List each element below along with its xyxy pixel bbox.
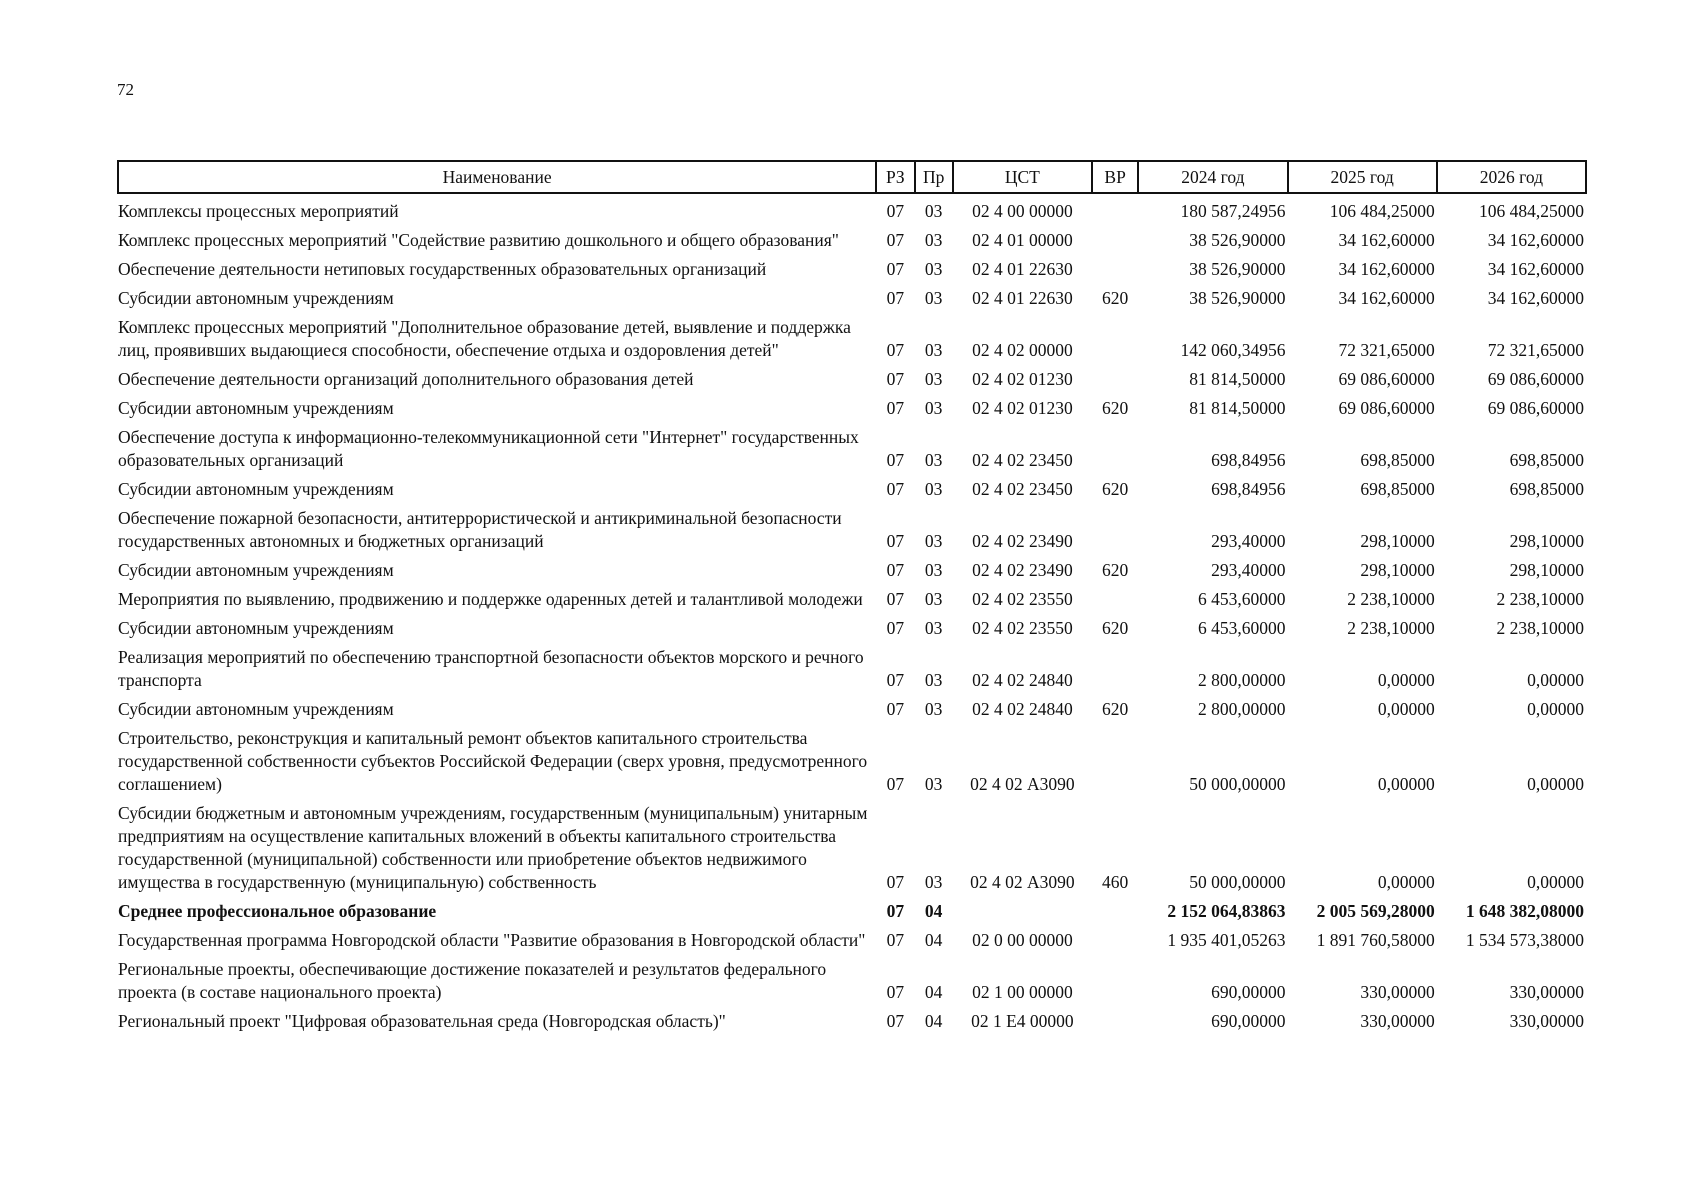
cell-cst: 02 4 02 24840 <box>972 699 1073 719</box>
cell-name: Комплекс процессных мероприятий "Содействие развитию дошкольного и общего образования" <box>118 230 839 250</box>
cell-2025: 0,00000 <box>1377 774 1435 794</box>
cell-cst: 02 1 Е4 00000 <box>971 1011 1074 1031</box>
cell-2025: 72 321,65000 <box>1338 340 1435 360</box>
cell-vr: 620 <box>1102 618 1129 638</box>
cell-2024: 38 526,90000 <box>1189 288 1286 308</box>
cell-vr <box>1092 193 1138 226</box>
table-row <box>118 1007 1586 1036</box>
cell-pr: 03 <box>924 589 943 609</box>
cell-vr: 460 <box>1102 872 1129 892</box>
cell-name: Региональный проект "Цифровая образовательная среда (Новгородская область)" <box>118 1011 726 1031</box>
cell-cst: 02 4 01 00000 <box>972 230 1073 250</box>
cell-rz: 07 <box>886 479 905 499</box>
table-row <box>118 226 1586 255</box>
cell-2025: 69 086,60000 <box>1338 369 1435 389</box>
cell-2025: 34 162,60000 <box>1338 288 1435 308</box>
table-row <box>118 255 1586 284</box>
cell-name: Субсидии бюджетным и автономным учреждениям, государственным (муниципальным) унитарным предприятиям на осуществление капитальных вложений в объекты капитального строительства государственной (муниципальной) собственности или приобретение объектов недвижимого имущества в государственную (муниципальную) собственность <box>118 803 868 892</box>
cell-vr <box>1092 226 1138 255</box>
cell-vr <box>1092 255 1138 284</box>
cell-rz: 07 <box>886 450 905 470</box>
cell-rz: 07 <box>886 872 905 892</box>
cell-cst: 02 4 02 23450 <box>972 479 1073 499</box>
cell-pr: 03 <box>924 531 943 551</box>
cell-pr: 03 <box>924 560 943 580</box>
cell-pr: 03 <box>924 670 943 690</box>
header-2025: 2025 год <box>1288 161 1437 193</box>
cell-name: Мероприятия по выявлению, продвижению и поддержке одаренных детей и талантливой молодежи <box>118 589 863 609</box>
table-row <box>118 504 1586 556</box>
cell-2025: 2 238,10000 <box>1347 618 1435 638</box>
table-row <box>118 394 1586 423</box>
cell-2024: 50 000,00000 <box>1189 774 1286 794</box>
cell-rz: 07 <box>886 369 905 389</box>
cell-pr: 03 <box>924 369 943 389</box>
cell-rz: 07 <box>886 531 905 551</box>
cell-cst: 02 4 02 А3090 <box>970 872 1075 892</box>
cell-2026: 1 648 382,08000 <box>1465 901 1584 921</box>
cell-cst: 02 4 02 23550 <box>972 589 1073 609</box>
cell-pr: 04 <box>924 1011 943 1031</box>
cell-pr: 03 <box>924 340 943 360</box>
cell-cst: 02 4 02 А3090 <box>970 774 1075 794</box>
cell-cst: 02 0 00 00000 <box>972 930 1073 950</box>
cell-2024: 690,00000 <box>1211 982 1286 1002</box>
cell-vr: 620 <box>1102 699 1129 719</box>
cell-2024: 698,84956 <box>1211 450 1286 470</box>
cell-2024: 698,84956 <box>1211 479 1286 499</box>
table-row <box>118 475 1586 504</box>
cell-2025: 330,00000 <box>1360 1011 1435 1031</box>
cell-2024: 690,00000 <box>1211 1011 1286 1031</box>
cell-cst: 02 4 02 24840 <box>972 670 1073 690</box>
cell-2024: 2 800,00000 <box>1198 670 1286 690</box>
cell-2025: 69 086,60000 <box>1338 398 1435 418</box>
cell-2026: 330,00000 <box>1509 982 1584 1002</box>
cell-name: Реализация мероприятий по обеспечению транспортной безопасности объектов морского и речного транспорта <box>118 647 864 690</box>
table-row <box>118 643 1586 695</box>
cell-cst: 02 4 02 23450 <box>972 450 1073 470</box>
cell-pr: 04 <box>924 982 943 1002</box>
cell-rz: 07 <box>886 982 905 1002</box>
cell-cst <box>953 897 1092 926</box>
table-row <box>118 284 1586 313</box>
cell-2025: 330,00000 <box>1360 982 1435 1002</box>
cell-vr: 620 <box>1102 479 1129 499</box>
cell-vr <box>1092 585 1138 614</box>
budget-table <box>117 160 1587 1036</box>
cell-name: Обеспечение пожарной безопасности, антитеррористической и антикриминальной безопасности государственных автономных и бюджетных организаций <box>118 508 842 551</box>
cell-2025: 0,00000 <box>1377 670 1435 690</box>
cell-2024: 6 453,60000 <box>1198 589 1286 609</box>
cell-2024: 50 000,00000 <box>1189 872 1286 892</box>
header-vr: ВР <box>1092 161 1138 193</box>
cell-2024: 1 935 401,05263 <box>1167 930 1286 950</box>
cell-vr <box>1092 365 1138 394</box>
cell-pr: 03 <box>924 288 943 308</box>
cell-vr <box>1092 1007 1138 1036</box>
cell-rz: 07 <box>886 774 905 794</box>
cell-cst: 02 4 02 23490 <box>972 531 1073 551</box>
cell-cst: 02 4 01 22630 <box>972 259 1073 279</box>
cell-vr: 620 <box>1102 560 1129 580</box>
cell-2025: 2 005 569,28000 <box>1316 901 1435 921</box>
cell-2026: 298,10000 <box>1509 531 1584 551</box>
cell-name: Обеспечение деятельности организаций дополнительного образования детей <box>118 369 694 389</box>
cell-pr: 03 <box>924 872 943 892</box>
cell-2024: 142 060,34956 <box>1180 340 1286 360</box>
cell-pr: 04 <box>924 901 943 921</box>
table-row <box>118 585 1586 614</box>
cell-2024: 38 526,90000 <box>1189 230 1286 250</box>
cell-2026: 330,00000 <box>1509 1011 1584 1031</box>
cell-cst: 02 4 02 01230 <box>972 369 1073 389</box>
cell-name: Обеспечение деятельности нетиповых государственных образовательных организаций <box>118 259 767 279</box>
cell-rz: 07 <box>886 901 905 921</box>
cell-pr: 03 <box>924 618 943 638</box>
cell-name: Комплекс процессных мероприятий "Дополнительное образование детей, выявление и поддержка лиц, проявивших выдающиеся способности, обеспечение отдыха и оздоровления детей" <box>118 317 851 360</box>
cell-rz: 07 <box>886 201 905 221</box>
cell-name: Среднее профессиональное образование <box>118 901 437 921</box>
cell-vr <box>1092 504 1138 556</box>
cell-2024: 2 152 064,83863 <box>1167 901 1286 921</box>
cell-2026: 0,00000 <box>1527 699 1584 719</box>
cell-2026: 698,85000 <box>1509 450 1584 470</box>
cell-2026: 1 534 573,38000 <box>1465 930 1584 950</box>
cell-vr: 620 <box>1102 288 1129 308</box>
cell-2024: 2 800,00000 <box>1198 699 1286 719</box>
table-header-row <box>118 161 1586 193</box>
cell-pr: 03 <box>924 774 943 794</box>
table-row <box>118 423 1586 475</box>
cell-name: Субсидии автономным учреждениям <box>118 618 394 638</box>
cell-2026: 298,10000 <box>1509 560 1584 580</box>
cell-2026: 34 162,60000 <box>1487 259 1584 279</box>
header-cst: ЦСТ <box>953 161 1092 193</box>
cell-name: Комплексы процессных мероприятий <box>118 201 399 221</box>
cell-name: Субсидии автономным учреждениям <box>118 699 394 719</box>
cell-2025: 34 162,60000 <box>1338 259 1435 279</box>
cell-rz: 07 <box>886 398 905 418</box>
cell-cst: 02 4 02 01230 <box>972 398 1073 418</box>
cell-pr: 03 <box>924 699 943 719</box>
cell-pr: 03 <box>924 398 943 418</box>
cell-rz: 07 <box>886 699 905 719</box>
header-2026: 2026 год <box>1437 161 1586 193</box>
table-row <box>118 926 1586 955</box>
table-row <box>118 695 1586 724</box>
cell-2026: 106 484,25000 <box>1479 201 1584 221</box>
cell-2025: 298,10000 <box>1360 560 1435 580</box>
cell-2025: 298,10000 <box>1360 531 1435 551</box>
cell-2026: 72 321,65000 <box>1487 340 1584 360</box>
cell-rz: 07 <box>886 288 905 308</box>
cell-2025: 698,85000 <box>1360 479 1435 499</box>
cell-2026: 0,00000 <box>1527 774 1584 794</box>
cell-rz: 07 <box>886 618 905 638</box>
cell-cst: 02 4 01 22630 <box>972 288 1073 308</box>
table-body <box>118 193 1586 1036</box>
cell-2025: 698,85000 <box>1360 450 1435 470</box>
cell-2026: 34 162,60000 <box>1487 230 1584 250</box>
cell-vr <box>1092 643 1138 695</box>
cell-pr: 03 <box>924 479 943 499</box>
cell-name: Строительство, реконструкция и капитальный ремонт объектов капитального строительства государственной собственности субъектов Российской Федерации (сверх уровня, предусмотренного соглашением) <box>118 728 868 794</box>
cell-vr <box>1092 926 1138 955</box>
cell-2024: 81 814,50000 <box>1189 398 1286 418</box>
cell-vr <box>1092 724 1138 799</box>
table-row <box>118 365 1586 394</box>
cell-2026: 698,85000 <box>1509 479 1584 499</box>
cell-cst: 02 4 00 00000 <box>972 201 1073 221</box>
cell-rz: 07 <box>886 1011 905 1031</box>
cell-2025: 1 891 760,58000 <box>1316 930 1435 950</box>
cell-2026: 2 238,10000 <box>1496 589 1584 609</box>
cell-2026: 0,00000 <box>1527 872 1584 892</box>
cell-rz: 07 <box>886 589 905 609</box>
table-row <box>118 614 1586 643</box>
header-2024: 2024 год <box>1138 161 1287 193</box>
cell-pr: 03 <box>924 259 943 279</box>
table-row <box>118 955 1586 1007</box>
table-row <box>118 897 1586 926</box>
cell-cst: 02 4 02 00000 <box>972 340 1073 360</box>
cell-rz: 07 <box>886 259 905 279</box>
cell-2025: 34 162,60000 <box>1338 230 1435 250</box>
cell-2024: 81 814,50000 <box>1189 369 1286 389</box>
cell-2026: 2 238,10000 <box>1496 618 1584 638</box>
cell-name: Субсидии автономным учреждениям <box>118 560 394 580</box>
cell-name: Государственная программа Новгородской области "Развитие образования в Новгородской области" <box>118 930 866 950</box>
cell-rz: 07 <box>886 560 905 580</box>
cell-2024: 293,40000 <box>1211 560 1286 580</box>
cell-2024: 6 453,60000 <box>1198 618 1286 638</box>
cell-2024: 38 526,90000 <box>1189 259 1286 279</box>
cell-pr: 04 <box>924 930 943 950</box>
header-name: Наименование <box>118 161 876 193</box>
header-pr: Пр <box>915 161 953 193</box>
table-row <box>118 724 1586 799</box>
cell-cst: 02 4 02 23550 <box>972 618 1073 638</box>
cell-cst: 02 4 02 23490 <box>972 560 1073 580</box>
cell-2024: 180 587,24956 <box>1180 201 1286 221</box>
cell-2026: 34 162,60000 <box>1487 288 1584 308</box>
cell-2026: 69 086,60000 <box>1487 398 1584 418</box>
cell-2026: 0,00000 <box>1527 670 1584 690</box>
cell-2024: 293,40000 <box>1211 531 1286 551</box>
cell-vr <box>1092 897 1138 926</box>
table-row <box>118 313 1586 365</box>
cell-pr: 03 <box>924 450 943 470</box>
cell-2025: 0,00000 <box>1377 872 1435 892</box>
cell-2025: 0,00000 <box>1377 699 1435 719</box>
cell-vr <box>1092 423 1138 475</box>
page-number: 72 <box>117 80 134 99</box>
cell-vr: 620 <box>1102 398 1129 418</box>
cell-pr: 03 <box>924 230 943 250</box>
cell-rz: 07 <box>886 230 905 250</box>
cell-vr <box>1092 955 1138 1007</box>
cell-name: Субсидии автономным учреждениям <box>118 398 394 418</box>
cell-2025: 106 484,25000 <box>1329 201 1435 221</box>
cell-rz: 07 <box>886 340 905 360</box>
table-row <box>118 799 1586 897</box>
cell-rz: 07 <box>886 930 905 950</box>
cell-name: Региональные проекты, обеспечивающие достижение показателей и результатов федерального проекта (в составе национального проекта) <box>118 959 827 1002</box>
cell-pr: 03 <box>924 201 943 221</box>
cell-name: Субсидии автономным учреждениям <box>118 479 394 499</box>
table-row <box>118 193 1586 226</box>
cell-name: Обеспечение доступа к информационно-телекоммуникационной сети "Интернет" государственных образовательных организаций <box>118 427 859 470</box>
cell-2026: 69 086,60000 <box>1487 369 1584 389</box>
cell-2025: 2 238,10000 <box>1347 589 1435 609</box>
cell-cst: 02 1 00 00000 <box>972 982 1073 1002</box>
cell-name: Субсидии автономным учреждениям <box>118 288 394 308</box>
table-row <box>118 556 1586 585</box>
cell-vr <box>1092 313 1138 365</box>
header-rz: РЗ <box>876 161 914 193</box>
cell-rz: 07 <box>886 670 905 690</box>
